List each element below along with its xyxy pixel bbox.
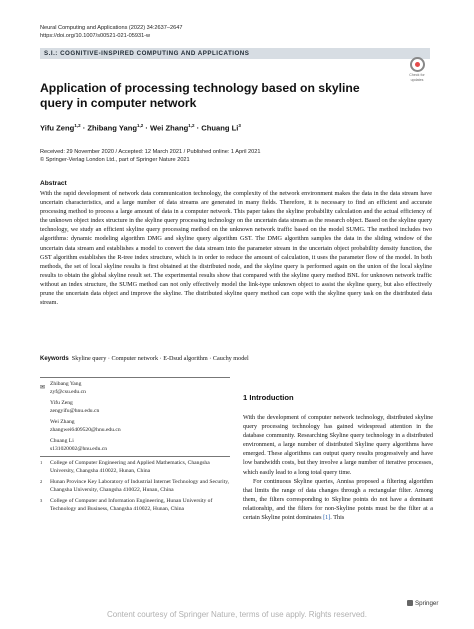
check-for-updates-badge[interactable]: [404, 57, 430, 82]
doi-link[interactable]: https://doi.org/10.1007/s00521-021-05931-w: [40, 33, 151, 39]
publisher-logo: Springer: [407, 600, 438, 607]
springer-horse-icon: [407, 600, 413, 606]
affiliation-item: 2 Hunan Province Key Laboratory of Industrial Internet Technology and Security, Changsha University, Changsha 410022, Hunan, China: [40, 479, 230, 493]
divider: [40, 456, 230, 457]
journal-citation: Neural Computing and Applications (2022) 34:2637–2647: [40, 25, 183, 31]
citation-link[interactable]: [1]: [323, 514, 331, 522]
author-affiliations: [40, 377, 230, 517]
contact-email[interactable]: s131020002@hnu.edu.cn: [50, 445, 108, 452]
crossmark-label-2: updates: [410, 78, 424, 82]
contact-name: Yifu Zeng: [50, 400, 73, 406]
contact-name: Chuang Li: [50, 438, 74, 444]
mail-icon: ✉: [40, 385, 46, 391]
journal-header: [40, 24, 182, 40]
contact-email[interactable]: zengyifu@hnu.edu.cn: [50, 407, 100, 414]
publication-dates: [40, 148, 260, 164]
section-banner: S.I.: COGNITIVE-INSPIRED COMPUTING AND APPLICATIONS: [40, 48, 430, 59]
contact-block: [40, 381, 230, 453]
contact-name: Wei Zhang: [50, 419, 75, 425]
author-list: Yifu Zeng$^{1,2}$ · Zhibang Yang$^{1,2}$ · Wei Zhang$^{1,2}$ · Chuang Li$^3$: [40, 123, 241, 133]
keywords-list: Skyline query · Computer network · E-Dsud algorithm · Cauchy model: [71, 355, 249, 362]
introduction-heading: 1 Introduction: [243, 393, 294, 402]
affiliation-item: 1 College of Computer Engineering and Applied Mathematics, Changsha University, Changsha 410022, Hunan, China: [40, 460, 210, 474]
courtesy-watermark: Content courtesy of Springer Nature, terms of use apply. Rights reserved.: [107, 610, 367, 619]
copyright-line: © Springer-Verlag London Ltd., part of Springer Nature 2021: [40, 157, 190, 163]
article-title: Application of processing technology based on skyline query in computer network: [40, 81, 360, 110]
author-name[interactable]: Yifu Zeng: [40, 123, 75, 133]
author-name[interactable]: Chuang Li: [201, 123, 239, 133]
contact-email[interactable]: zhangwei6409520@hnu.edu.cn: [50, 426, 121, 433]
received-accepted-line: Received: 29 November 2020 / Accepted: 12 March 2021 / Published online: 1 April 2021: [40, 149, 261, 155]
paragraph: For continuous Skyline queries, Annisa proposed a filtering algorithm that limits the range of data changes through a rectangular filter. Among them, the filters corresponding to Skyline points do not have a dominant relationship, and the filters for non-Skyline points must be the filter at a certain Skyline point dominates [1]. This: [243, 477, 433, 522]
abstract-text: With the rapid development of network data communication technology, the complexity of the network environment makes the data in the data stream have uncertain characteristics, and a large number of data streams are generated in many fields. Therefore, it is necessary to find an efficient and accurate processing method to process a large amount of data in a computer network. This paper takes the skyline probability calculation and the actual efficiency of the unknown object index structure in the skyline query processing technology on the uncertain data stream as the research object. Based on the skyline query technology, we study an efficient skyline query processing method on the unknown network traffic based on the model SUMG. The method includes two algorithms: dynamic modeling algorithm DMG and skyline query algorithm GST. The DMG algorithm samples the data in the sliding window of the uncertain data stream and establishes a model to convert the data stream into the parameter stream in the uncertain object probability density function, the GST algorithm establishes the R-tree index structure, which is in order to reduce the amount of calculation, it uses the parameter flow of the model. In both methods, the set of local skyline results is first obtained at the distributed node, and the skyline query is performed again on the union of the local skyline results to obtain the global skyline result set. The experimental results show that compared with the skyline query method BNL for unknown network traffic without an index structure, the SUMG method can not only effectively model the link-type unknown object to assist the skyline query, but also effectively prune the uncertain data object and improve the skyline. The distributed skyline query method can cope with the skyline query task on the distributed data stream.: [40, 190, 432, 307]
author-name[interactable]: Wei Zhang: [150, 123, 189, 133]
crossmark-label-1: Check for: [409, 73, 425, 77]
affiliation-item: 3 College of Computer and Information Engineering, Hunan University of Technology and Business, Changsha 410022, Hunan, China: [40, 498, 213, 512]
paragraph: With the development of computer network technology, distributed skyline query processing technology has gained widespread attention in the database community. Researching Skyline query technology in a distributed environment, a large number of distributed Skyline query algorithms have emerged. These algorithms can output query results progressively and have low bandwidth costs, but they involve a large number of iterative processes, which easily lead to a long total query time.: [243, 414, 433, 476]
abstract-heading: Abstract: [40, 180, 67, 187]
author-name[interactable]: Zhibang Yang: [87, 123, 137, 133]
crossmark-icon: [410, 57, 425, 72]
keywords: [40, 355, 249, 362]
keywords-label: Keywords: [40, 356, 69, 362]
divider: [40, 377, 230, 378]
introduction-text: [243, 413, 433, 522]
contact-name: Zhibang Yang: [50, 381, 82, 387]
contact-email[interactable]: zyf@csu.edu.cn: [50, 388, 86, 395]
